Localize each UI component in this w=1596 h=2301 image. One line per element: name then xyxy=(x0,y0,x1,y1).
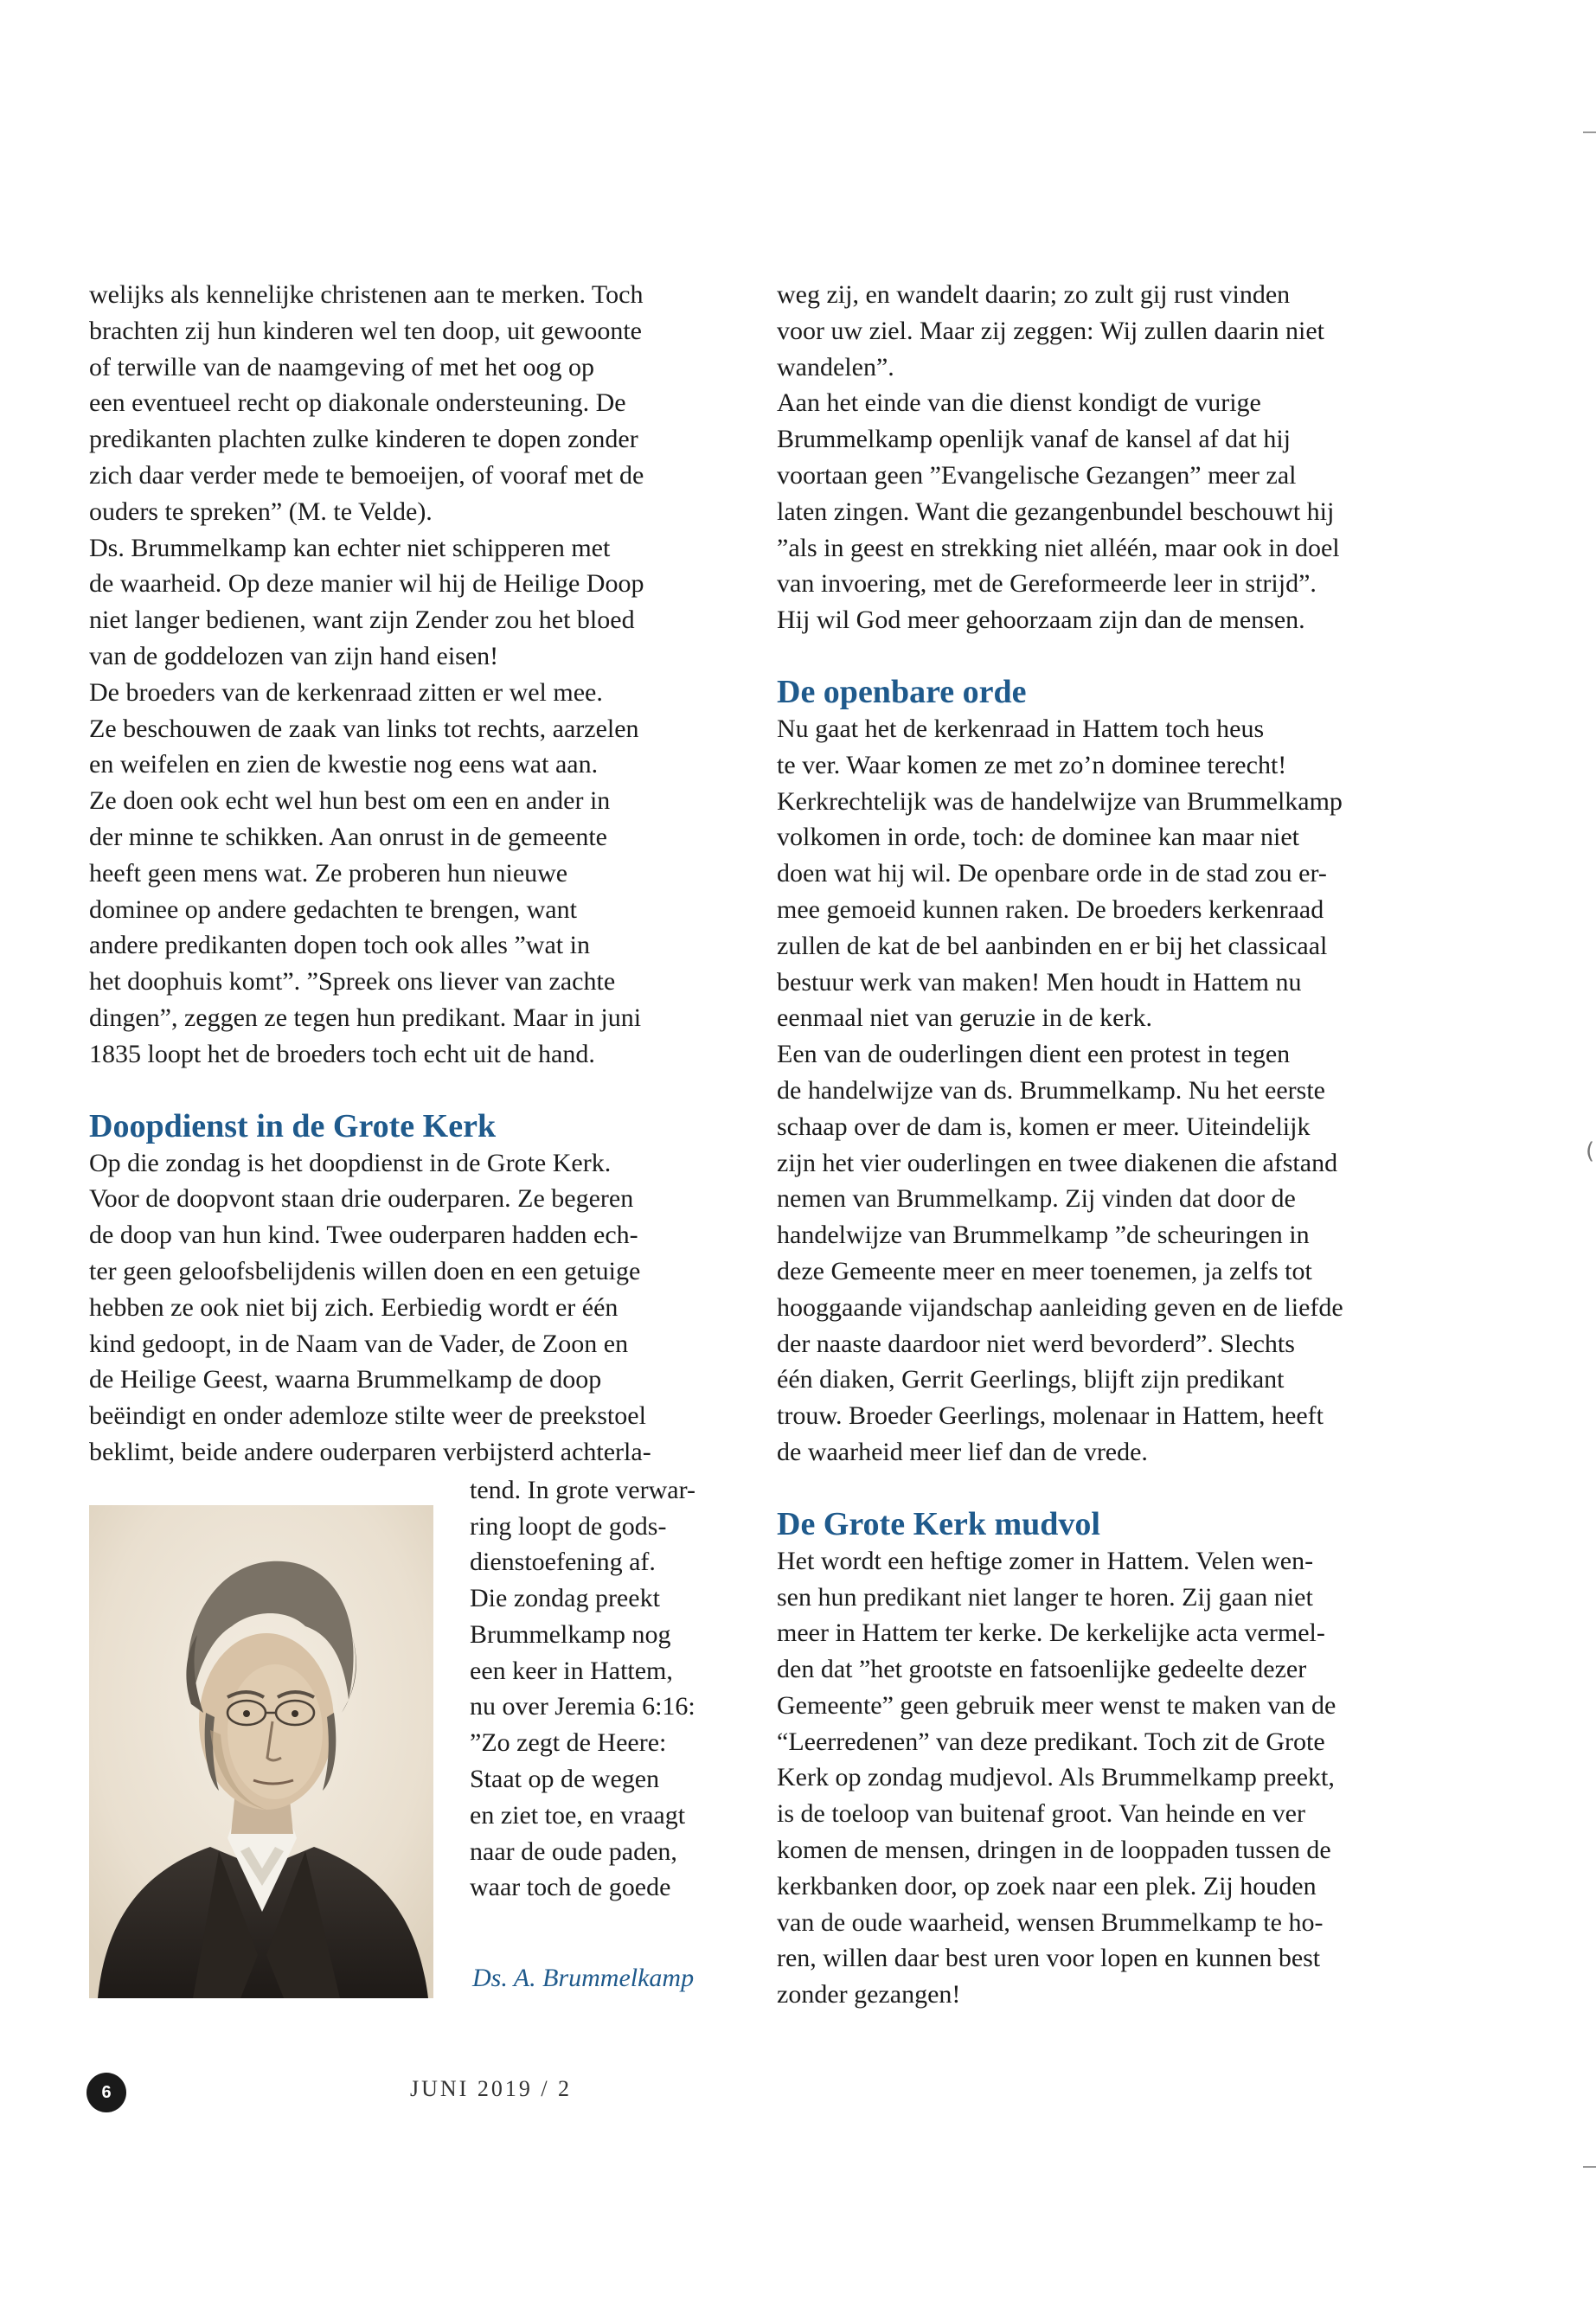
left-column xyxy=(89,277,731,2052)
right-paragraph-4: Een van de ouderlingen dient een protest in tegen de handelwijze van ds. Brummelkamp. Nu het eerste schaap over de dam is, komen er meer. Uiteindelijk zijn het vier ouderlingen en twee diakenen die afstand nemen van Brummelkamp. Zij vinden dat door de handelwijze van Brummelkamp ”de scheuringen in deze Gemeente meer en meer toenemen, ja zelfs tot hooggaande vijandschap aanleiding geven en de liefde der naaste daardoor niet werd bevorderd”. Slechts één diaken, Gerrit Geerlings, blijft zijn predikant trouw. Broeder Geerlings, molenaar in Hattem, heeft de waarheid meer lief dan de vrede. xyxy=(777,1040,1343,1466)
photo-caption: Ds. A. Brummelkamp xyxy=(472,1963,695,1992)
right-paragraph-3: Nu gaat het de kerkenraad in Hattem toch heus te ver. Waar komen ze met zo’n dominee terecht! Kerkrechtelijk was de handelwijze van Brummelkamp volkomen in orde, toch: de dominee kan maar niet doen wat hij wil. De openbare orde in de stad zou er- mee gemoeid kunnen raken. De broeders kerkenraad zullen de kat de bel aanbinden en er bij het classicaal bestuur werk van maken! Men houdt in Hattem nu eenmaal niet van geruzie in de kerk. xyxy=(777,714,1343,1033)
portrait-engraving-image xyxy=(89,1505,433,1998)
right-paragraph-1: weg zij, en wandelt daarin; zo zult gij rust vinden voor uw ziel. Maar zij zeggen: Wij zullen daarin niet wandelen”. xyxy=(777,280,1325,381)
left-paragraph-2: Ds. Brummelkamp kan echter niet schipperen met de waarheid. Op deze manier wil hij de Heilige Doop niet langer bedienen, want zijn Zender zou het bloed van de goddelozen van zijn hand eisen! xyxy=(89,533,644,670)
page-number-badge: 6 xyxy=(87,2073,126,2112)
crop-bracket-icon: ( xyxy=(1586,1138,1595,1164)
right-paragraph-2: Aan het einde van die dienst kondigt de vurige Brummelkamp openlijk vanaf de kansel af dat hij voortaan geen ”Evangelische Gezangen” meer zal laten zingen. Want die gezangenbundel beschouwt hij ”als in geest en strekking niet alléén, maar ook in doel van invoering, met de Gereformeerde leer in strijd”. Hij wil God meer gehoorzaam zijn dan de mensen. xyxy=(777,388,1340,635)
right-column xyxy=(777,277,1434,2013)
heading-openbare-orde: De openbare orde xyxy=(777,673,1027,710)
crop-mark-bottom xyxy=(1583,2166,1596,2168)
portrait-icon xyxy=(89,1505,433,1998)
heading-doopdienst: Doopdienst in de Grote Kerk xyxy=(89,1107,497,1144)
spacer xyxy=(89,1073,731,1107)
left-paragraph-1: welijks als kennelijke christenen aan te merken. Toch brachten zij hun kinderen wel ten doop, uit gewoonte of terwille van de naamgeving of met het oog op een eventueel recht op diakonale ondersteuning. De predikanten plachten zulke kinderen te dopen zonder zich daar verder mede te bemoeijen, of vooraf met de ouders te spreken” (M. te Velde). xyxy=(89,280,644,526)
left-paragraph-3: De broeders van de kerkenraad zitten er wel mee. Ze beschouwen de zaak van links tot rechts, aarzelen en weifelen en zien de kwestie nog eens wat aan. Ze doen ook echt wel hun best om een en ander in der minne te schikken. Aan onrust in de gemeente heeft geen mens wat. Ze proberen hun nieuwe dominee op andere gedachten te brengen, want andere predikanten dopen toch ook alles ”wat in het doophuis komt”. ”Spreek ons liever van zachte dingen”, zeggen ze tegen hun predikant. Maar in juni 1835 loopt het de broeders toch echt uit de hand. xyxy=(89,677,642,1068)
spacer xyxy=(777,638,1434,673)
heading-grote-kerk-mudvol: De Grote Kerk mudvol xyxy=(777,1505,1100,1542)
left-paragraph-4-wrap: tend. In grote verwar- ring loopt de gods- dienstoefening af. Die zondag preekt Brummelkamp nog een keer in Hattem, nu over Jeremia 6:16: ”Zo zegt de Heere: Staat op de wegen en ziet toe, en vraagt naar de oude paden, waar toch de goede xyxy=(470,1475,695,1902)
issue-label: JUNI 2019 / 2 xyxy=(410,2076,573,2101)
spacer xyxy=(777,1471,1434,1505)
portrait-block xyxy=(89,1472,731,2052)
left-paragraph-4: Op die zondag is het doopdienst in de Grote Kerk. Voor de doopvont staan drie ouderparen. Ze begeren de doop van hun kind. Twee ouderparen hadden ech- ter geen geloofsbelijdenis willen doen en een getuige hebben ze ook niet bij zich. Eerbiedig wordt er één kind gedoopt, in de Naam van de Vader, de Zoon en de Heilige Geest, waarna Brummelkamp de doop beëindigt en onder ademloze stilte weer de preekstoel beklimt, beide andere ouderparen verbijsterd achterla- xyxy=(89,1148,651,1466)
crop-mark-top xyxy=(1583,131,1596,133)
right-paragraph-5: Het wordt een heftige zomer in Hattem. Velen wen- sen hun predikant niet langer te horen. Zij gaan niet meer in Hattem ter kerke. De kerkelijke acta vermel- den dat ”het grootste en fatsoenlijke gedeelte dezer Gemeente” geen gebruik meer wenst te maken van de “Leerredenen” van deze predikant. Toch zit de Grote Kerk op zondag mudjevol. Als Brummelkamp preekt, is de toeloop van buitenaf groot. Van heinde en ver komen de mensen, dringen in de looppaden tussen de kerkbanken door, op zoek naar een plek. Zij houden van de oude waarheid, wensen Brummelkamp te ho- ren, willen daar best uren voor lopen en kunnen best zonder gezangen! xyxy=(777,1546,1336,2009)
